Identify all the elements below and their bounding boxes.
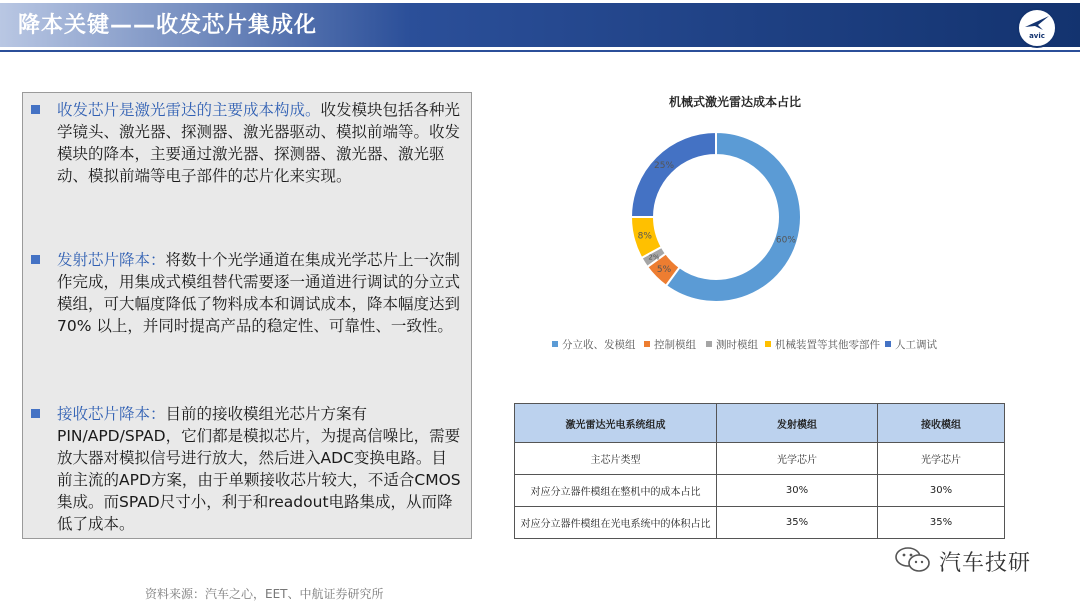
legend-swatch <box>552 341 558 347</box>
bullet-square-icon <box>31 105 40 114</box>
slice-label: 2% <box>648 253 660 262</box>
bullet-emitter-chip <box>31 249 461 337</box>
legend-item <box>885 337 937 352</box>
bullet-lead: 发射芯片降本： <box>57 251 166 269</box>
bullet-cost-structure <box>31 99 461 187</box>
table-cell: 35% <box>878 507 1005 539</box>
bullet-lead: 接收芯片降本： <box>57 405 166 423</box>
slice-label: 60% <box>775 235 796 246</box>
wechat-watermark <box>893 543 1063 577</box>
table-cell: 对应分立器件模组在光电系统中的体积占比 <box>515 507 717 539</box>
slice-label: 25% <box>654 161 675 172</box>
table-header-cell: 激光雷达光电系统组成 <box>515 404 717 443</box>
legend-label: 测时模组 <box>716 339 758 351</box>
slice-label: 8% <box>637 231 652 242</box>
table-header-row <box>515 404 1005 443</box>
bullet-receiver-chip <box>31 403 461 535</box>
chart-legend <box>540 337 960 353</box>
table-cell: 主芯片类型 <box>515 443 717 475</box>
logo-text: avic <box>1029 32 1045 40</box>
lidar-component-table <box>514 403 1005 539</box>
table-cell: 30% <box>717 475 878 507</box>
bullet-square-icon <box>31 255 40 264</box>
legend-item <box>552 337 636 352</box>
table-cell: 对应分立器件模组在整机中的成本占比 <box>515 475 717 507</box>
text-panel <box>22 92 472 539</box>
legend-swatch <box>765 341 771 347</box>
bullet-body: 收发模块包括各种光学镜头、激光器、探测器、激光器驱动、模拟前端等。收发模块的降本，主要通过激光器、探测器、激光器、激光驱动、模拟前端等电子部件的芯片化来实现。 <box>57 101 461 185</box>
legend-item <box>644 337 696 352</box>
bullet-body: 目前的接收模组光芯片方案有PIN/APD/SPAD，它们都是模拟芯片，为提高信噪比，需要放大器对模拟信号进行放大，然后进入ADC变换电路。目前主流的APD方案，由于单颗接收芯片较大，不适合CMOS集成。而SPAD尺寸小，利于和readout电路集成，从而降低了成本。 <box>57 405 461 533</box>
chart-title: 机械式激光雷达成本占比 <box>668 95 801 109</box>
legend-label: 机械装置等其他零部件 <box>775 339 880 351</box>
table-cell: 光学芯片 <box>717 443 878 475</box>
table-header-cell: 接收模组 <box>878 404 1005 443</box>
table-cell: 光学芯片 <box>878 443 1005 475</box>
bullet-square-icon <box>31 409 40 418</box>
table-row <box>515 507 1005 539</box>
legend-label: 分立收、发模组 <box>562 339 636 351</box>
slide-header <box>0 0 1080 57</box>
legend-label: 人工调试 <box>895 339 937 351</box>
table-row <box>515 475 1005 507</box>
avic-logo <box>1017 8 1057 48</box>
donut-slice <box>631 132 716 217</box>
legend-item <box>706 337 758 352</box>
header-rule <box>0 50 1080 52</box>
legend-label: 控制模组 <box>654 339 696 351</box>
table-cell: 35% <box>717 507 878 539</box>
wechat-icon <box>893 545 933 575</box>
plane-icon <box>1023 13 1051 33</box>
watermark-text: 汽车技研 <box>939 551 1032 576</box>
table-header-cell: 发射模组 <box>717 404 878 443</box>
legend-swatch <box>885 341 891 347</box>
bullet-body: 将数十个光学通道在集成光学芯片上一次制作完成，用集成式模组替代需要逐一通道进行调试的分立式模组，可大幅度降低了物料成本和调试成本，降本幅度达到 70% 以上，并同时提高产品的稳定性、可靠性、一致性。 <box>57 251 461 335</box>
legend-swatch <box>644 341 650 347</box>
legend-item <box>765 337 880 352</box>
legend-swatch <box>706 341 712 347</box>
table-cell: 30% <box>878 475 1005 507</box>
bullet-lead: 收发芯片是激光雷达的主要成本构成。 <box>57 101 321 119</box>
slice-label: 5% <box>656 264 672 275</box>
slide-title: 降本关键——收发芯片集成化 <box>18 13 318 38</box>
donut-chart <box>590 110 830 320</box>
source-note: 资料来源：汽车之心，EET、中航证券研究所 <box>145 587 384 601</box>
table-row <box>515 443 1005 475</box>
